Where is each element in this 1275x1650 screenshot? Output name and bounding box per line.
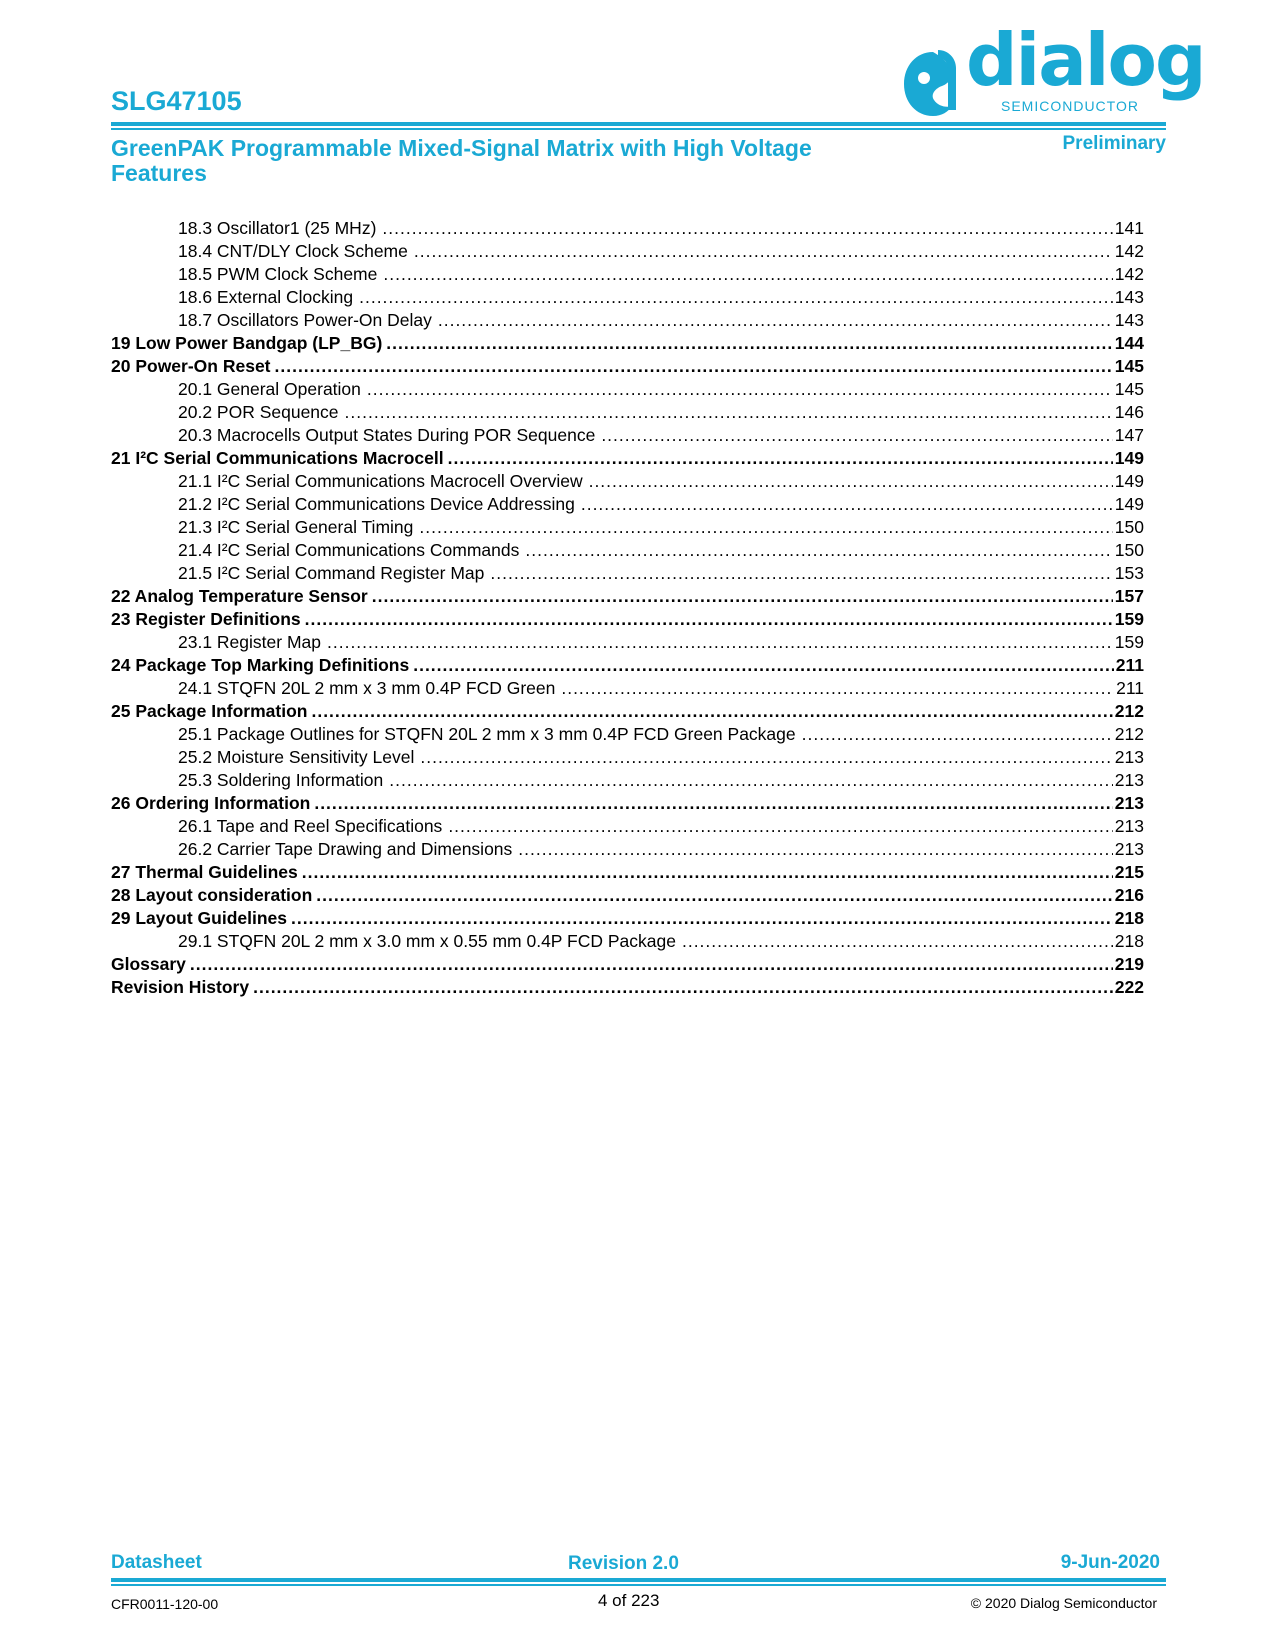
toc-entry[interactable] xyxy=(111,769,1144,792)
toc-leader-dots xyxy=(413,654,1114,677)
toc-entry[interactable] xyxy=(111,378,1144,401)
toc-entry[interactable] xyxy=(111,562,1144,585)
toc-entry[interactable] xyxy=(111,217,1144,240)
toc-entry[interactable] xyxy=(111,539,1144,562)
toc-entry-page: 157 xyxy=(1114,586,1144,606)
toc-entry[interactable] xyxy=(111,355,1144,378)
toc-entry-title: 26 Ordering Information xyxy=(111,793,311,813)
toc-entry-page: 145 xyxy=(1114,379,1144,399)
toc-entry[interactable] xyxy=(111,838,1144,861)
toc-entry[interactable] xyxy=(111,447,1144,470)
toc-leader-dots xyxy=(316,884,1113,907)
toc-entry[interactable] xyxy=(111,240,1144,263)
toc-entry-title: 24 Package Top Marking Definitions xyxy=(111,655,410,675)
footer-rule-thin xyxy=(111,1584,1166,1586)
toc-entry-page: 212 xyxy=(1114,724,1144,744)
toc-entry-title: 21.2 I²C Serial Communications Device Addressing xyxy=(178,494,575,514)
toc-entry[interactable] xyxy=(111,631,1144,654)
logo-wordmark: dialog xyxy=(966,18,1205,102)
toc-entry[interactable] xyxy=(111,424,1144,447)
toc-leader-dots xyxy=(420,746,1112,769)
toc-entry[interactable] xyxy=(111,861,1144,884)
toc-entry-page: 222 xyxy=(1114,977,1144,997)
toc-entry-title: 21.4 I²C Serial Communications Commands xyxy=(178,540,520,560)
toc-entry-page: 212 xyxy=(1114,701,1144,721)
toc-entry-title: 19 Low Power Bandgap (LP_BG) xyxy=(111,333,383,353)
toc-leader-dots xyxy=(386,332,1113,355)
toc-entry[interactable] xyxy=(111,677,1144,700)
toc-entry-title: 25.3 Soldering Information xyxy=(178,770,384,790)
toc-entry-title: Glossary xyxy=(111,954,186,974)
toc-entry-title: 29 Layout Guidelines xyxy=(111,908,288,928)
toc-entry[interactable] xyxy=(111,263,1144,286)
toc-leader-dots xyxy=(589,470,1113,493)
toc-entry-page: 218 xyxy=(1114,908,1144,928)
toc-entry[interactable] xyxy=(111,700,1144,723)
toc-entry-page: 143 xyxy=(1114,310,1144,330)
toc-entry-title: 21.1 I²C Serial Communications Macrocell Overview xyxy=(178,471,583,491)
footer-rule-thick xyxy=(111,1578,1166,1582)
toc-leader-dots xyxy=(682,930,1113,953)
toc-entry[interactable] xyxy=(111,516,1144,539)
toc-entry-title: 25.2 Moisture Sensitivity Level xyxy=(178,747,415,767)
toc-entry-title: 18.3 Oscillator1 (25 MHz) xyxy=(178,218,377,238)
company-logo xyxy=(902,18,1205,120)
toc-entry[interactable] xyxy=(111,654,1144,677)
toc-entry[interactable] xyxy=(111,746,1144,769)
toc-leader-dots xyxy=(581,493,1113,516)
footer-revision: Revision 2.0 xyxy=(568,1553,679,1574)
toc-entry-page: 159 xyxy=(1114,609,1144,629)
toc-entry-page: 211 xyxy=(1115,655,1144,675)
table-of-contents xyxy=(111,217,1144,999)
toc-leader-dots xyxy=(275,355,1113,378)
toc-entry-title: 29.1 STQFN 20L 2 mm x 3.0 mm x 0.55 mm 0.4P FCD Package xyxy=(178,931,676,951)
toc-leader-dots xyxy=(419,516,1112,539)
toc-entry-page: 216 xyxy=(1114,885,1144,905)
toc-leader-dots xyxy=(305,608,1113,631)
toc-entry[interactable] xyxy=(111,723,1144,746)
toc-leader-dots xyxy=(383,263,1112,286)
toc-entry-page: 142 xyxy=(1114,264,1144,284)
toc-entry-title: 20.2 POR Sequence xyxy=(178,402,339,422)
toc-entry-page: 213 xyxy=(1114,770,1144,790)
toc-leader-dots xyxy=(190,953,1113,976)
toc-entry-title: 20 Power-On Reset xyxy=(111,356,271,376)
toc-entry-page: 143 xyxy=(1114,287,1144,307)
toc-leader-dots xyxy=(490,562,1112,585)
part-number: SLG47105 xyxy=(111,86,242,116)
toc-entry-title: 21.3 I²C Serial General Timing xyxy=(178,517,414,537)
toc-leader-dots xyxy=(601,424,1112,447)
toc-leader-dots xyxy=(314,792,1112,815)
footer-doc-type: Datasheet xyxy=(111,1552,202,1573)
toc-entry-page: 153 xyxy=(1114,563,1144,583)
footer-copyright: © 2020 Dialog Semiconductor xyxy=(970,1595,1157,1611)
toc-entry-page: 149 xyxy=(1114,494,1144,514)
toc-entry-page: 142 xyxy=(1114,241,1144,261)
toc-leader-dots xyxy=(302,861,1113,884)
toc-entry[interactable] xyxy=(111,930,1144,953)
toc-entry[interactable] xyxy=(111,608,1144,631)
toc-entry-page: 149 xyxy=(1114,448,1144,468)
toc-leader-dots xyxy=(438,309,1113,332)
toc-entry-title: 26.2 Carrier Tape Drawing and Dimensions xyxy=(178,839,513,859)
toc-leader-dots xyxy=(367,378,1113,401)
toc-entry-page: 215 xyxy=(1114,862,1144,882)
toc-entry-page: 141 xyxy=(1114,218,1144,238)
toc-entry[interactable] xyxy=(111,792,1144,815)
toc-entry-title: 18.5 PWM Clock Scheme xyxy=(178,264,378,284)
toc-entry-page: 213 xyxy=(1114,747,1144,767)
toc-leader-dots xyxy=(802,723,1113,746)
toc-entry[interactable] xyxy=(111,286,1144,309)
footer-doc-code: CFR0011-120-00 xyxy=(111,1596,219,1612)
toc-leader-dots xyxy=(382,217,1112,240)
toc-entry-title: 21.5 I²C Serial Command Register Map xyxy=(178,563,485,583)
toc-entry-page: 218 xyxy=(1114,931,1144,951)
toc-leader-dots xyxy=(525,539,1112,562)
toc-leader-dots xyxy=(327,631,1113,654)
toc-leader-dots xyxy=(414,240,1113,263)
toc-entry[interactable] xyxy=(111,309,1144,332)
logo-mark-icon xyxy=(902,50,964,120)
document-subtitle: GreenPAK Programmable Mixed-Signal Matrix with High Voltage Features xyxy=(111,135,812,186)
toc-entry-page: 145 xyxy=(1114,356,1144,376)
toc-entry-title: 27 Thermal Guidelines xyxy=(111,862,298,882)
toc-entry-title: 18.7 Oscillators Power-On Delay xyxy=(178,310,432,330)
toc-entry-title: 26.1 Tape and Reel Specifications xyxy=(178,816,443,836)
status-label: Preliminary xyxy=(1062,133,1166,154)
toc-leader-dots xyxy=(253,976,1113,999)
toc-entry[interactable] xyxy=(111,953,1144,976)
toc-entry-page: 213 xyxy=(1114,816,1144,836)
toc-entry-title: 25.1 Package Outlines for STQFN 20L 2 mm x 3 mm 0.4P FCD Green Package xyxy=(178,724,796,744)
toc-entry-page: 219 xyxy=(1114,954,1144,974)
header-rule-thin xyxy=(111,128,1166,130)
toc-entry-page: 149 xyxy=(1114,471,1144,491)
toc-leader-dots xyxy=(359,286,1113,309)
toc-entry-title: 21 I²C Serial Communications Macrocell xyxy=(111,448,444,468)
toc-entry[interactable] xyxy=(111,401,1144,424)
toc-leader-dots xyxy=(345,401,1113,424)
toc-entry-title: Revision History xyxy=(111,977,250,997)
toc-entry-title: 23.1 Register Map xyxy=(178,632,321,652)
toc-entry-page: 211 xyxy=(1116,678,1144,698)
logo-subtext: SEMICONDUCTOR xyxy=(1001,98,1139,114)
toc-entry[interactable] xyxy=(111,470,1144,493)
toc-leader-dots xyxy=(291,907,1113,930)
toc-leader-dots xyxy=(372,585,1113,608)
toc-entry-page: 213 xyxy=(1114,839,1144,859)
toc-entry-page: 159 xyxy=(1114,632,1144,652)
toc-entry-title: 24.1 STQFN 20L 2 mm x 3 mm 0.4P FCD Green xyxy=(178,678,556,698)
toc-entry[interactable] xyxy=(111,884,1144,907)
toc-entry-title: 18.6 External Clocking xyxy=(178,287,354,307)
toc-entry-page: 147 xyxy=(1114,425,1144,445)
toc-entry[interactable] xyxy=(111,493,1144,516)
toc-entry-page: 150 xyxy=(1114,517,1144,537)
toc-entry[interactable] xyxy=(111,585,1144,608)
footer-page-number: 4 of 223 xyxy=(598,1591,660,1610)
toc-entry-page: 213 xyxy=(1114,793,1144,813)
header-rule-thick xyxy=(111,122,1166,126)
toc-entry[interactable] xyxy=(111,815,1144,838)
toc-entry[interactable] xyxy=(111,332,1144,355)
toc-leader-dots xyxy=(448,447,1113,470)
toc-entry[interactable] xyxy=(111,907,1144,930)
toc-leader-dots xyxy=(518,838,1113,861)
toc-leader-dots xyxy=(561,677,1114,700)
toc-entry-title: 25 Package Information xyxy=(111,701,308,721)
toc-entry-title: 18.4 CNT/DLY Clock Scheme xyxy=(178,241,408,261)
toc-entry-title: 22 Analog Temperature Sensor xyxy=(111,586,368,606)
footer-date: 9-Jun-2020 xyxy=(1060,1552,1160,1573)
toc-entry-title: 23 Register Definitions xyxy=(111,609,301,629)
toc-entry-page: 146 xyxy=(1114,402,1144,422)
toc-entry-page: 144 xyxy=(1114,333,1144,353)
toc-leader-dots xyxy=(448,815,1112,838)
toc-entry-title: 20.3 Macrocells Output States During POR Sequence xyxy=(178,425,596,445)
toc-entry-page: 150 xyxy=(1114,540,1144,560)
toc-entry-title: 20.1 General Operation xyxy=(178,379,361,399)
toc-leader-dots xyxy=(311,700,1112,723)
toc-entry[interactable] xyxy=(111,976,1144,999)
toc-leader-dots xyxy=(389,769,1113,792)
toc-entry-title: 28 Layout consideration xyxy=(111,885,313,905)
